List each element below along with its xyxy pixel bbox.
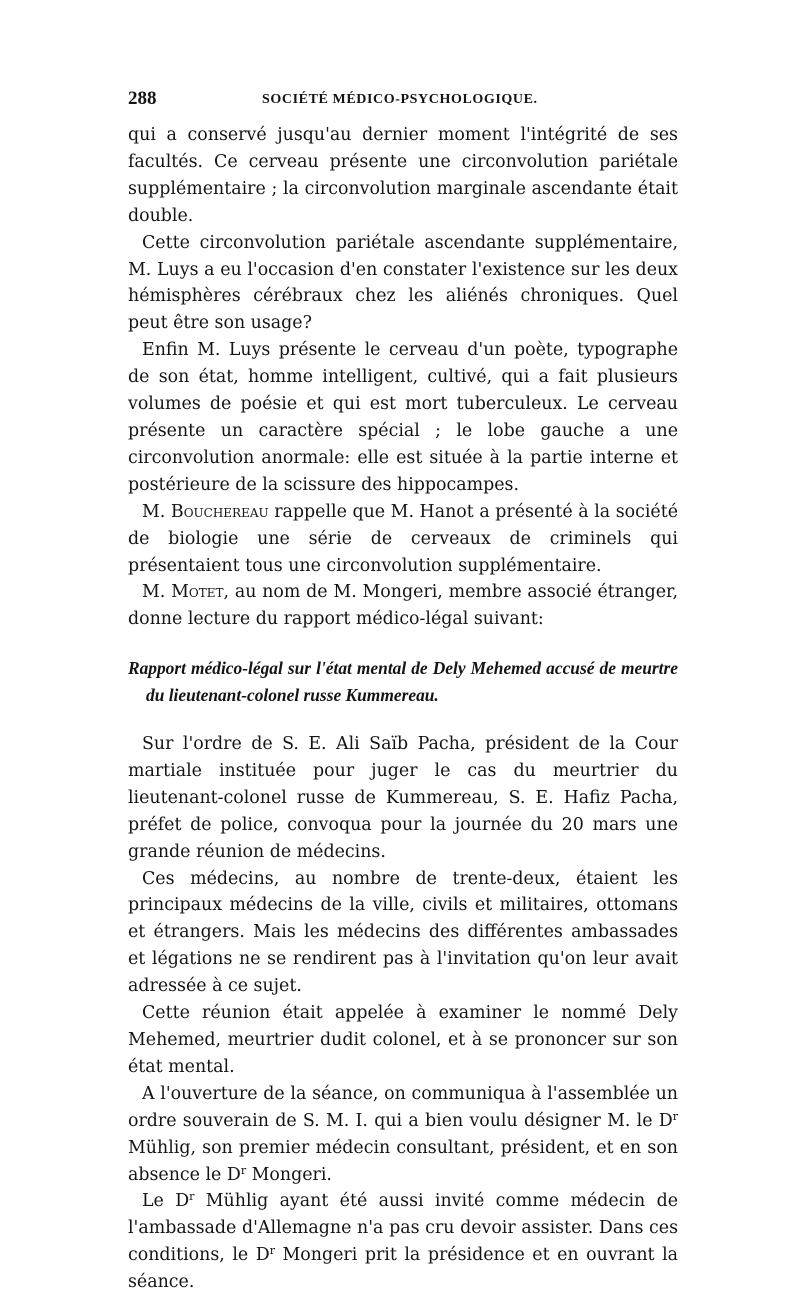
paragraph: Enfin M. Luys présente le cerveau d'un poète, typographe de son état, homme intelligent, cultivé, qui a fait plusieurs volumes de poésie et qui est mort tuberculeux. Le cerveau présente un caractère spécial ; le lobe gauche a une circonvolution anormale: elle est située à la partie interne et postérieure de la scissure des hippocampes.: [128, 340, 678, 495]
paragraph: Sur l'ordre de S. E. Ali Saïb Pacha, président de la Cour martiale instituée pour juger le cas du meurtrier du lieutenant-colonel russe de Kummereau, S. E. Hafiz Pacha, préfet de police, convoqua pour la journée du 20 mars une grande réunion de médecins.: [128, 734, 678, 862]
paragraph: qui a conservé jusqu'au dernier moment l'intégrité de ses facultés. Ce cerveau présente une circonvolution pariétale supplémentaire ; la circonvolution marginale ascendante était double.: [128, 125, 678, 226]
running-head: [128, 88, 678, 122]
text-span: Mongeri.: [246, 1164, 332, 1185]
page-number: 288: [128, 88, 157, 109]
paragraph-motet: [128, 579, 678, 633]
paragraph-last: [128, 1188, 678, 1296]
text-span: A l'ouverture de la séance, on communiqua à l'assemblée un ordre souverain de S. M. I. qui a bien voulu désigner M. le D: [128, 1083, 678, 1131]
superscript: r: [240, 1163, 247, 1177]
speaker-name: Bouchereau: [170, 501, 269, 522]
document-page: [128, 88, 678, 1296]
paragraph: Cette réunion était appelée à examiner le nommé Dely Mehemed, meurtrier dudit colonel, et à se prononcer sur son état mental.: [128, 1003, 678, 1077]
paragraph: Cette circonvolution pariétale ascendante supplémentaire, M. Luys a eu l'occasion d'en constater l'existence sur les deux hémisphères cérébraux chez les aliénés chroniques. Quel peut être son usage?: [128, 232, 678, 334]
text-span: Mongeri prit la présidence et en ouvrant la séance.: [128, 1245, 679, 1293]
text-span: , au nom de M. Mongeri, membre associé étranger, donne lecture du rapport médico-légal suivant:: [128, 582, 678, 630]
paragraph: Ces médecins, au nombre de trente-deux, étaient les principaux médecins de la ville, civils et militaires, ottomans et étrangers. Mais les médecins des différentes ambassades et légations ne se rendirent pas à l'invitation qu'on leur avait adressée à ce sujet.: [128, 868, 678, 997]
paragraph-ouverture: [128, 1081, 678, 1189]
speaker-name: Motet: [171, 582, 224, 603]
superscript: r: [269, 1244, 275, 1258]
superscript: r: [189, 1190, 195, 1204]
text-span: M.: [142, 501, 171, 522]
report-title: Rapport médico-légal sur l'état mental de Dely Mehemed accusé de meurtre du lieutenant-colonel russe Kummereau.: [128, 658, 678, 706]
spacer: [128, 709, 678, 731]
text-span: Mühlig, son premier médecin consultant, président, et en son absence le D: [128, 1137, 678, 1185]
text-span: rappelle que M. Hanot a présenté à la société de biologie une série de cerveaux de criminels qui présentaient tous une circonvolution supplémentaire.: [128, 501, 678, 576]
text-span: M.: [142, 582, 172, 603]
text-span: Mühlig ayant été aussi invité comme médecin de l'ambassade d'Allemagne n'a pas cru devoir assister. Dans ces conditions, le D: [128, 1191, 678, 1266]
journal-title: SOCIÉTÉ MÉDICO-PSYCHOLOGIQUE.: [262, 92, 538, 107]
text-span: Le D: [142, 1191, 190, 1212]
body-text: [128, 122, 678, 1296]
paragraph-bouchereau: [128, 499, 678, 580]
superscript: r: [672, 1109, 678, 1123]
spacer: [128, 633, 678, 655]
